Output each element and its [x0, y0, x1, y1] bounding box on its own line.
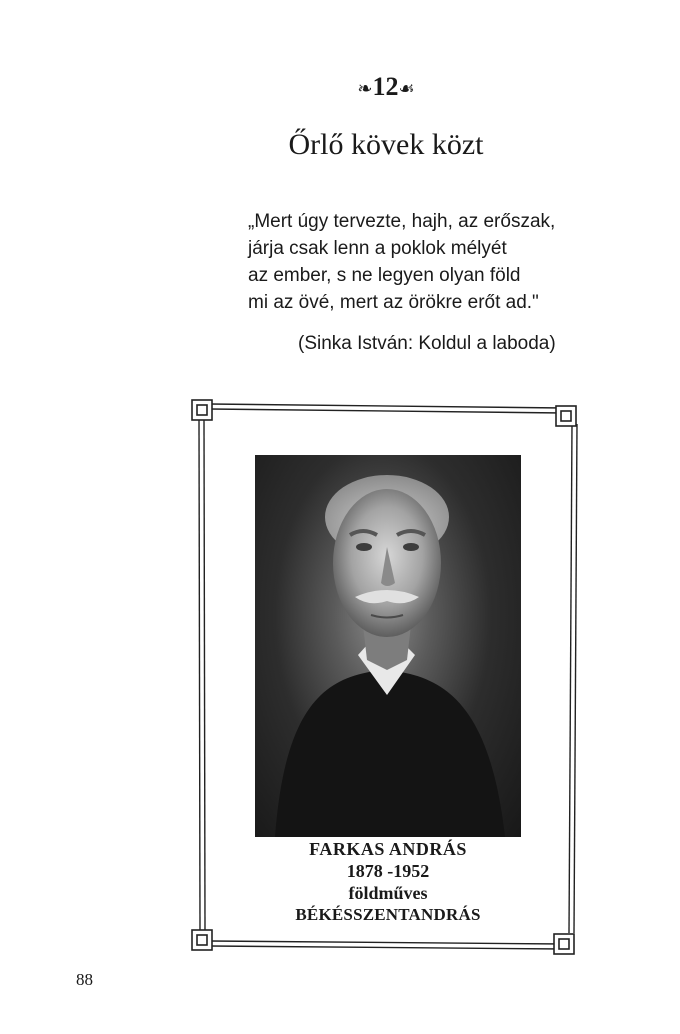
portrait-caption	[255, 838, 521, 926]
flourish-right-icon: ☙	[398, 78, 415, 99]
person-name: FARKAS ANDRÁS	[309, 839, 467, 859]
poem-line: mi az övé, mert az örökre erőt ad."	[248, 292, 539, 313]
poem-line: járja csak lenn a poklok mélyét	[248, 238, 507, 259]
flourish-left-icon: ❧	[357, 78, 373, 99]
person-years: 1878 -1952	[346, 861, 430, 881]
chapter-title: Őrlő kövek közt	[288, 128, 484, 161]
portrait-photo	[255, 455, 521, 837]
person-place: BÉKÉSSZENTANDRÁS	[295, 905, 481, 924]
page-number: 88	[76, 970, 93, 989]
poem-line: az ember, s ne legyen olyan föld	[248, 265, 521, 286]
portrait-figure	[255, 455, 521, 837]
epigraph-poem	[248, 208, 555, 316]
epigraph-attribution: (Sinka István: Koldul a laboda)	[298, 333, 556, 354]
poem-line: „Mert úgy tervezte, hajh, az erőszak,	[248, 211, 556, 232]
person-occupation: földműves	[348, 883, 428, 903]
chapter-number-text: 12	[372, 72, 399, 101]
chapter-number	[46, 72, 680, 102]
